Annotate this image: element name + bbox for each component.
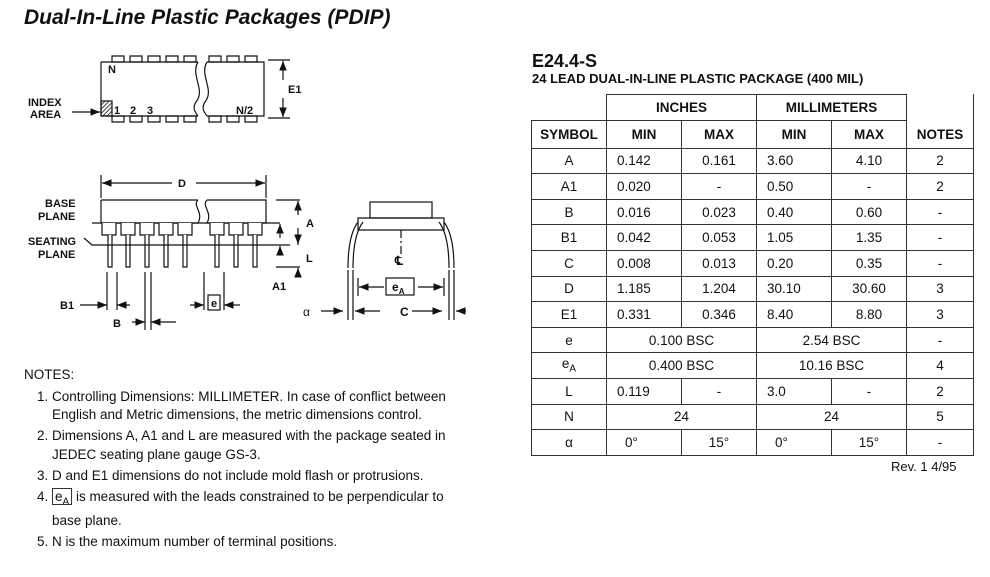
cell-notes: 4: [907, 353, 974, 379]
table-row: [532, 148, 974, 174]
table-row: [532, 250, 974, 276]
cell-notes: 5: [907, 404, 974, 430]
cell-in-max: 0.013: [682, 250, 757, 276]
centerline-symbol: ℄: [395, 254, 403, 268]
cell-in-max: 0.346: [682, 302, 757, 328]
cell-mm-min: 1.05: [757, 225, 832, 251]
cell-in-span: 0.100 BSC: [607, 327, 757, 353]
cell-symbol: B1: [532, 225, 607, 251]
revision-label: Rev. 1 4/95: [891, 459, 957, 474]
notes-heading: NOTES:: [24, 367, 75, 382]
cell-symbol: A1: [532, 174, 607, 200]
cell-in-max: -: [682, 174, 757, 200]
cell-mm-min: 3.60: [757, 148, 832, 174]
table-row: [532, 353, 974, 379]
seating-plane-label-2: PLANE: [38, 249, 76, 261]
pin-number-1: 1: [114, 105, 121, 117]
pin1-marker-label: N: [108, 64, 116, 76]
header-millimeters: MILLIMETERS: [757, 95, 907, 121]
note-1: 1. Controlling Dimensions: MILLIMETER. In case of conflict between English and Metric dimensions, the metric dimensions control.: [52, 388, 474, 425]
note-5: 5. N is the maximum number of terminal positions.: [52, 533, 474, 552]
header-mm-min: MIN: [757, 120, 832, 148]
cell-mm-min: 0.20: [757, 250, 832, 276]
dim-e-label: e: [211, 298, 218, 310]
cell-symbol: A: [532, 148, 607, 174]
cell-mm-span: 2.54 BSC: [757, 327, 907, 353]
header-inches: INCHES: [607, 95, 757, 121]
cell-mm-min: 0.50: [757, 174, 832, 200]
dim-l-label: L: [306, 253, 313, 265]
pin-number-3: 3: [147, 105, 154, 117]
header-notes: NOTES: [907, 120, 974, 148]
cell-notes: 2: [907, 148, 974, 174]
cell-in-min: 0.020: [607, 174, 682, 200]
dim-alpha-label: α: [303, 305, 310, 319]
cell-mm-max: 15°: [832, 430, 907, 456]
cell-notes: -: [907, 430, 974, 456]
notes-section: [24, 366, 474, 554]
cell-in-max: 0.023: [682, 199, 757, 225]
cell-notes: -: [907, 327, 974, 353]
cell-notes: -: [907, 199, 974, 225]
table-row: [532, 378, 974, 404]
dim-e1-label: E1: [288, 84, 302, 96]
cell-mm-min: 30.10: [757, 276, 832, 302]
cell-mm-span: 10.16 BSC: [757, 353, 907, 379]
cell-symbol: e: [532, 327, 607, 353]
cell-in-min: 0.042: [607, 225, 682, 251]
package-description: 24 LEAD DUAL-IN-LINE PLASTIC PACKAGE (400 MIL): [532, 71, 864, 86]
cell-in-min: 0.016: [607, 199, 682, 225]
cell-in-max: 15°: [682, 430, 757, 456]
pin-last-label: N/2: [236, 105, 254, 117]
cell-mm-max: -: [832, 174, 907, 200]
cell-symbol: C: [532, 250, 607, 276]
table-row: [532, 404, 974, 430]
dim-a-label: A: [306, 218, 314, 230]
dim-b-label: B: [113, 318, 121, 330]
cell-mm-max: 30.60: [832, 276, 907, 302]
pin-number-2: 2: [130, 105, 137, 117]
top-view: [72, 56, 290, 122]
end-view: [321, 202, 466, 320]
base-plane-label-2: PLANE: [38, 211, 76, 223]
cell-in-min: 0.119: [607, 378, 682, 404]
cell-in-min: 0°: [607, 430, 682, 456]
dim-b1-label: B1: [60, 300, 75, 312]
cell-in-span: 24: [607, 404, 757, 430]
cell-mm-max: 0.35: [832, 250, 907, 276]
cell-symbol: E1: [532, 302, 607, 328]
notes-list: [24, 388, 474, 552]
side-view: [80, 175, 300, 330]
cell-in-min: 0.331: [607, 302, 682, 328]
cell-mm-min: 0°: [757, 430, 832, 456]
cell-symbol: B: [532, 199, 607, 225]
cell-notes: -: [907, 250, 974, 276]
note-4: 4. $e_A$ is measured with the leads constrained to be perpendicular to base plane.: [52, 488, 474, 531]
table-row: [532, 199, 974, 225]
header-inches-max: MAX: [682, 120, 757, 148]
cell-in-span: 0.400 BSC: [607, 353, 757, 379]
cell-symbol: N: [532, 404, 607, 430]
cell-in-max: 1.204: [682, 276, 757, 302]
index-area-label-1: INDEX: [28, 97, 62, 109]
cell-symbol: D: [532, 276, 607, 302]
cell-mm-max: -: [832, 378, 907, 404]
cell-in-min: 1.185: [607, 276, 682, 302]
cell-notes: 3: [907, 276, 974, 302]
cell-mm-span: 24: [757, 404, 907, 430]
package-code: E24.4-S: [532, 51, 598, 71]
cell-notes: 3: [907, 302, 974, 328]
cell-in-min: 0.008: [607, 250, 682, 276]
dim-d-label: D: [178, 178, 186, 190]
table-row: [532, 276, 974, 302]
note-3: 3. D and E1 dimensions do not include mold flash or protrusions.: [52, 467, 474, 486]
table-row: [532, 430, 974, 456]
dim-a1-label: A1: [272, 281, 287, 293]
cell-mm-max: 8.80: [832, 302, 907, 328]
base-plane-label-1: BASE: [45, 198, 76, 210]
table-row: [532, 302, 974, 328]
table-row: [532, 174, 974, 200]
ea-symbol-box: $e_A$: [52, 488, 72, 505]
cell-symbol: L: [532, 378, 607, 404]
cell-mm-max: 0.60: [832, 199, 907, 225]
dim-c-label: C: [400, 305, 409, 319]
cell-mm-min: 8.40: [757, 302, 832, 328]
cell-symbol: α: [532, 430, 607, 456]
header-mm-max: MAX: [832, 120, 907, 148]
table-row: [532, 327, 974, 353]
cell-mm-min: 3.0: [757, 378, 832, 404]
note-2: 2. Dimensions A, A1 and L are measured with the package seated in JEDEC seating plane gauge GS-3.: [52, 427, 474, 464]
cell-in-max: 0.161: [682, 148, 757, 174]
cell-mm-max: 4.10: [832, 148, 907, 174]
cell-symbol: $e_A$: [532, 353, 607, 379]
package-drawing: [0, 40, 470, 385]
cell-mm-max: 1.35: [832, 225, 907, 251]
dimensions-table: [531, 94, 974, 456]
cell-notes: -: [907, 225, 974, 251]
header-symbol: SYMBOL: [532, 120, 607, 148]
table-row: [532, 225, 974, 251]
seating-plane-label-1: SEATING: [28, 236, 77, 248]
cell-mm-min: 0.40: [757, 199, 832, 225]
index-area-label-2: AREA: [30, 109, 62, 121]
cell-in-max: -: [682, 378, 757, 404]
header-inches-min: MIN: [607, 120, 682, 148]
dim-ea-label: $e_A$: [392, 280, 405, 296]
cell-in-max: 0.053: [682, 225, 757, 251]
cell-notes: 2: [907, 378, 974, 404]
page-title: Dual-In-Line Plastic Packages (PDIP): [24, 6, 391, 29]
cell-in-min: 0.142: [607, 148, 682, 174]
cell-notes: 2: [907, 174, 974, 200]
